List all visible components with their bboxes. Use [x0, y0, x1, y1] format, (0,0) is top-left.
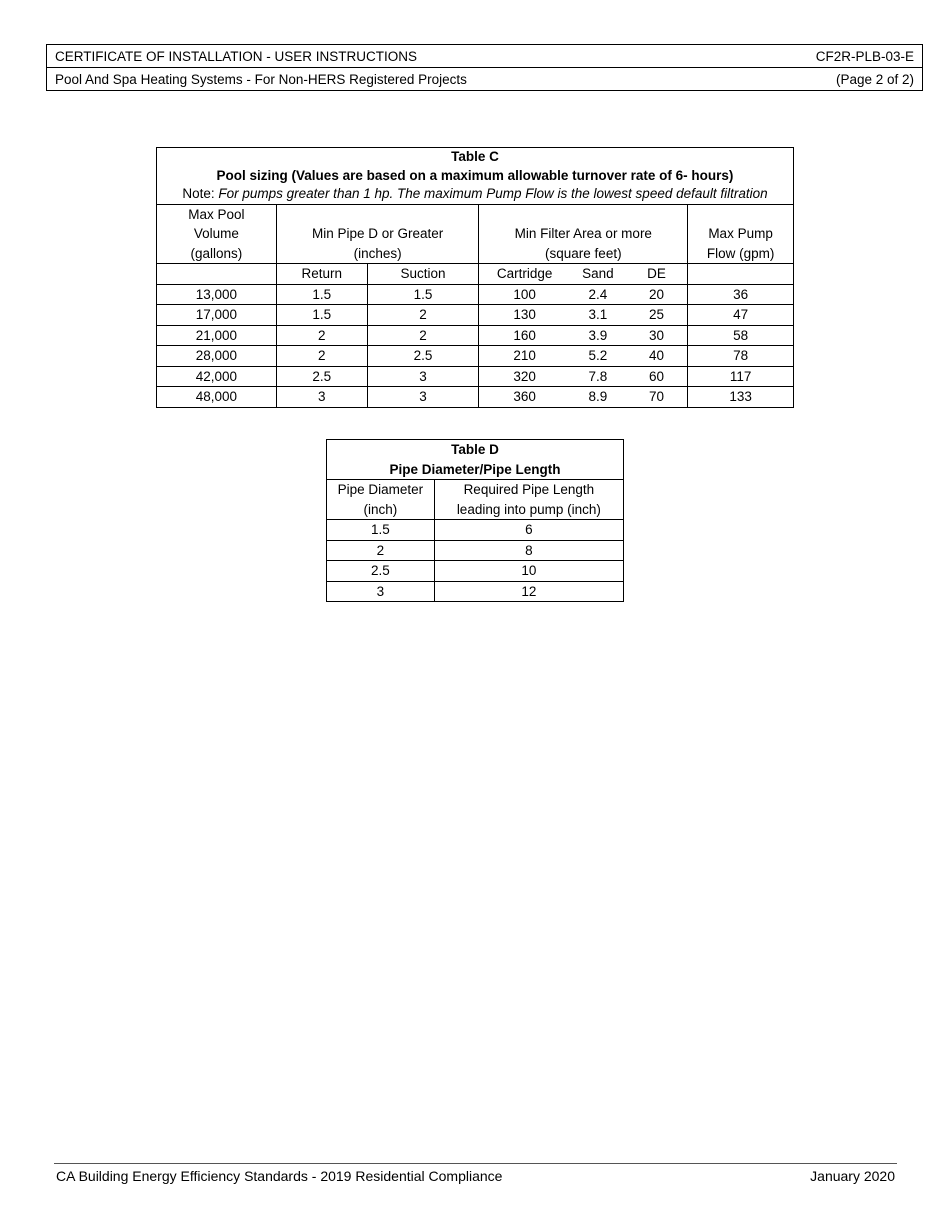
table-d-cell: 6: [434, 520, 623, 541]
table-c-cell: 1.5: [276, 305, 367, 326]
table-c-cell: 3.9: [570, 325, 626, 346]
table-c-cell: 60: [626, 366, 688, 387]
table-c-cell: 7.8: [570, 366, 626, 387]
col-length-line-1: Required Pipe Length: [463, 482, 595, 497]
header-row-1: [47, 45, 922, 67]
col-pump-line-2: Flow (gpm): [706, 245, 775, 261]
table-c-cell: 130: [479, 305, 570, 326]
table-d-title: Table D: [451, 442, 499, 457]
table-c-cell: 20: [626, 284, 688, 305]
table-d-subtitle: Pipe Diameter/Pipe Length: [389, 461, 561, 477]
table-c-cell: 5.2: [570, 346, 626, 367]
table-c-subtitle: Pool sizing (Values are based on a maximum allowable turnover rate of 6- hours): [216, 167, 734, 183]
table-row: [157, 325, 794, 346]
table-c-cell: 1.5: [276, 284, 367, 305]
col-max-pump-flow: [688, 204, 794, 264]
table-d-cell: 2.5: [327, 561, 435, 582]
table-c-cell: 1.5: [367, 284, 479, 305]
page-number: (Page 2 of 2): [835, 71, 914, 87]
col-pipe-line-2: (inches): [353, 245, 402, 261]
table-c-cell: 360: [479, 387, 570, 408]
col-volume-line-3: (gallons): [190, 245, 243, 261]
table-row: [327, 581, 624, 602]
table-row: [157, 387, 794, 408]
table-c-cell: 3: [367, 366, 479, 387]
table-c: [156, 147, 794, 408]
table-c-cell: 8.9: [570, 387, 626, 408]
subheader-suction: Suction: [367, 264, 479, 285]
col-pipe-diameter: [327, 480, 435, 520]
col-min-pipe: [276, 204, 479, 264]
table-c-cell: 3.1: [570, 305, 626, 326]
table-d-cell: 1.5: [327, 520, 435, 541]
subheader-empty-volume: [157, 264, 277, 285]
table-d-cell: 8: [434, 540, 623, 561]
table-c-cell: 117: [688, 366, 794, 387]
col-filter-line-1: Min Filter Area or more: [514, 226, 652, 241]
col-min-filter: [479, 204, 688, 264]
table-c-title: Table C: [451, 149, 499, 164]
table-c-cell: 2.4: [570, 284, 626, 305]
table-c-cell: 3: [276, 387, 367, 408]
col-max-pool-volume: [157, 204, 277, 264]
table-c-cell: 78: [688, 346, 794, 367]
table-c-cell: 40: [626, 346, 688, 367]
form-header: [46, 44, 923, 91]
subheader-de: DE: [626, 264, 688, 285]
page-footer: [54, 1163, 897, 1184]
table-c-cell: 2: [367, 305, 479, 326]
table-row: [157, 305, 794, 326]
table-d-caption: [327, 440, 624, 480]
col-pipe-line-1: Min Pipe D or Greater: [311, 226, 444, 241]
table-row: [157, 366, 794, 387]
table-c-body: [157, 284, 794, 407]
col-diameter-line-1: Pipe Diameter: [337, 482, 424, 497]
table-row: [157, 284, 794, 305]
col-required-length: [434, 480, 623, 520]
form-subtitle: Pool And Spa Heating Systems - For Non-HERS Registered Projects: [55, 71, 467, 87]
form-title: CERTIFICATE OF INSTALLATION - USER INSTRUCTIONS: [55, 48, 418, 64]
table-c-cell: 70: [626, 387, 688, 408]
table-c-cell: 160: [479, 325, 570, 346]
table-c-cell: 3: [367, 387, 479, 408]
table-c-cell: 210: [479, 346, 570, 367]
table-c-cell: 58: [688, 325, 794, 346]
table-c-cell: 320: [479, 366, 570, 387]
table-c-cell: 48,000: [157, 387, 277, 408]
col-volume-line-2: Volume: [193, 226, 239, 241]
table-c-cell: 13,000: [157, 284, 277, 305]
table-c-cell: 36: [688, 284, 794, 305]
table-c-cell: 21,000: [157, 325, 277, 346]
table-c-cell: 100: [479, 284, 570, 305]
table-c-subheader-row: [157, 264, 794, 285]
col-pump-line-1: Max Pump: [708, 226, 773, 241]
subheader-empty-pump: [688, 264, 794, 285]
table-c-cell: 42,000: [157, 366, 277, 387]
form-code: CF2R-PLB-03-E: [815, 48, 914, 64]
table-c-cell: 25: [626, 305, 688, 326]
table-c-cell: 30: [626, 325, 688, 346]
table-d-cell: 10: [434, 561, 623, 582]
footer-date: January 2020: [810, 1168, 895, 1184]
header-row-2: [47, 67, 922, 90]
table-c-note: [161, 185, 789, 204]
subheader-sand: Sand: [570, 264, 626, 285]
table-c-cell: 2: [276, 325, 367, 346]
table-d: [326, 439, 624, 602]
table-c-note-prefix: Note:: [182, 186, 215, 201]
table-d-cell: 12: [434, 581, 623, 602]
table-c-cell: 47: [688, 305, 794, 326]
col-length-line-2: leading into pump (inch): [456, 501, 601, 517]
table-d-header-row: [327, 480, 624, 520]
subheader-cartridge: Cartridge: [479, 264, 570, 285]
col-volume-line-1: Max Pool: [188, 206, 245, 222]
table-c-cell: 2: [367, 325, 479, 346]
subheader-return: Return: [276, 264, 367, 285]
table-c-header-row: [157, 204, 794, 264]
table-c-cell: 28,000: [157, 346, 277, 367]
table-d-body: [327, 520, 624, 602]
table-row: [327, 540, 624, 561]
table-c-caption: [157, 148, 794, 205]
table-c-note-text: For pumps greater than 1 hp. The maximum Pump Flow is the lowest speed default filtration: [218, 186, 768, 201]
table-c-cell: 17,000: [157, 305, 277, 326]
table-c-cell: 2.5: [367, 346, 479, 367]
table-row: [157, 346, 794, 367]
table-d-cell: 3: [327, 581, 435, 602]
table-c-cell: 2.5: [276, 366, 367, 387]
col-filter-line-2: (square feet): [545, 245, 622, 261]
col-diameter-line-2: (inch): [363, 501, 398, 517]
table-row: [327, 520, 624, 541]
table-c-cell: 2: [276, 346, 367, 367]
table-c-cell: 133: [688, 387, 794, 408]
table-d-cell: 2: [327, 540, 435, 561]
footer-standard: CA Building Energy Efficiency Standards - 2019 Residential Compliance: [56, 1168, 503, 1184]
table-row: [327, 561, 624, 582]
